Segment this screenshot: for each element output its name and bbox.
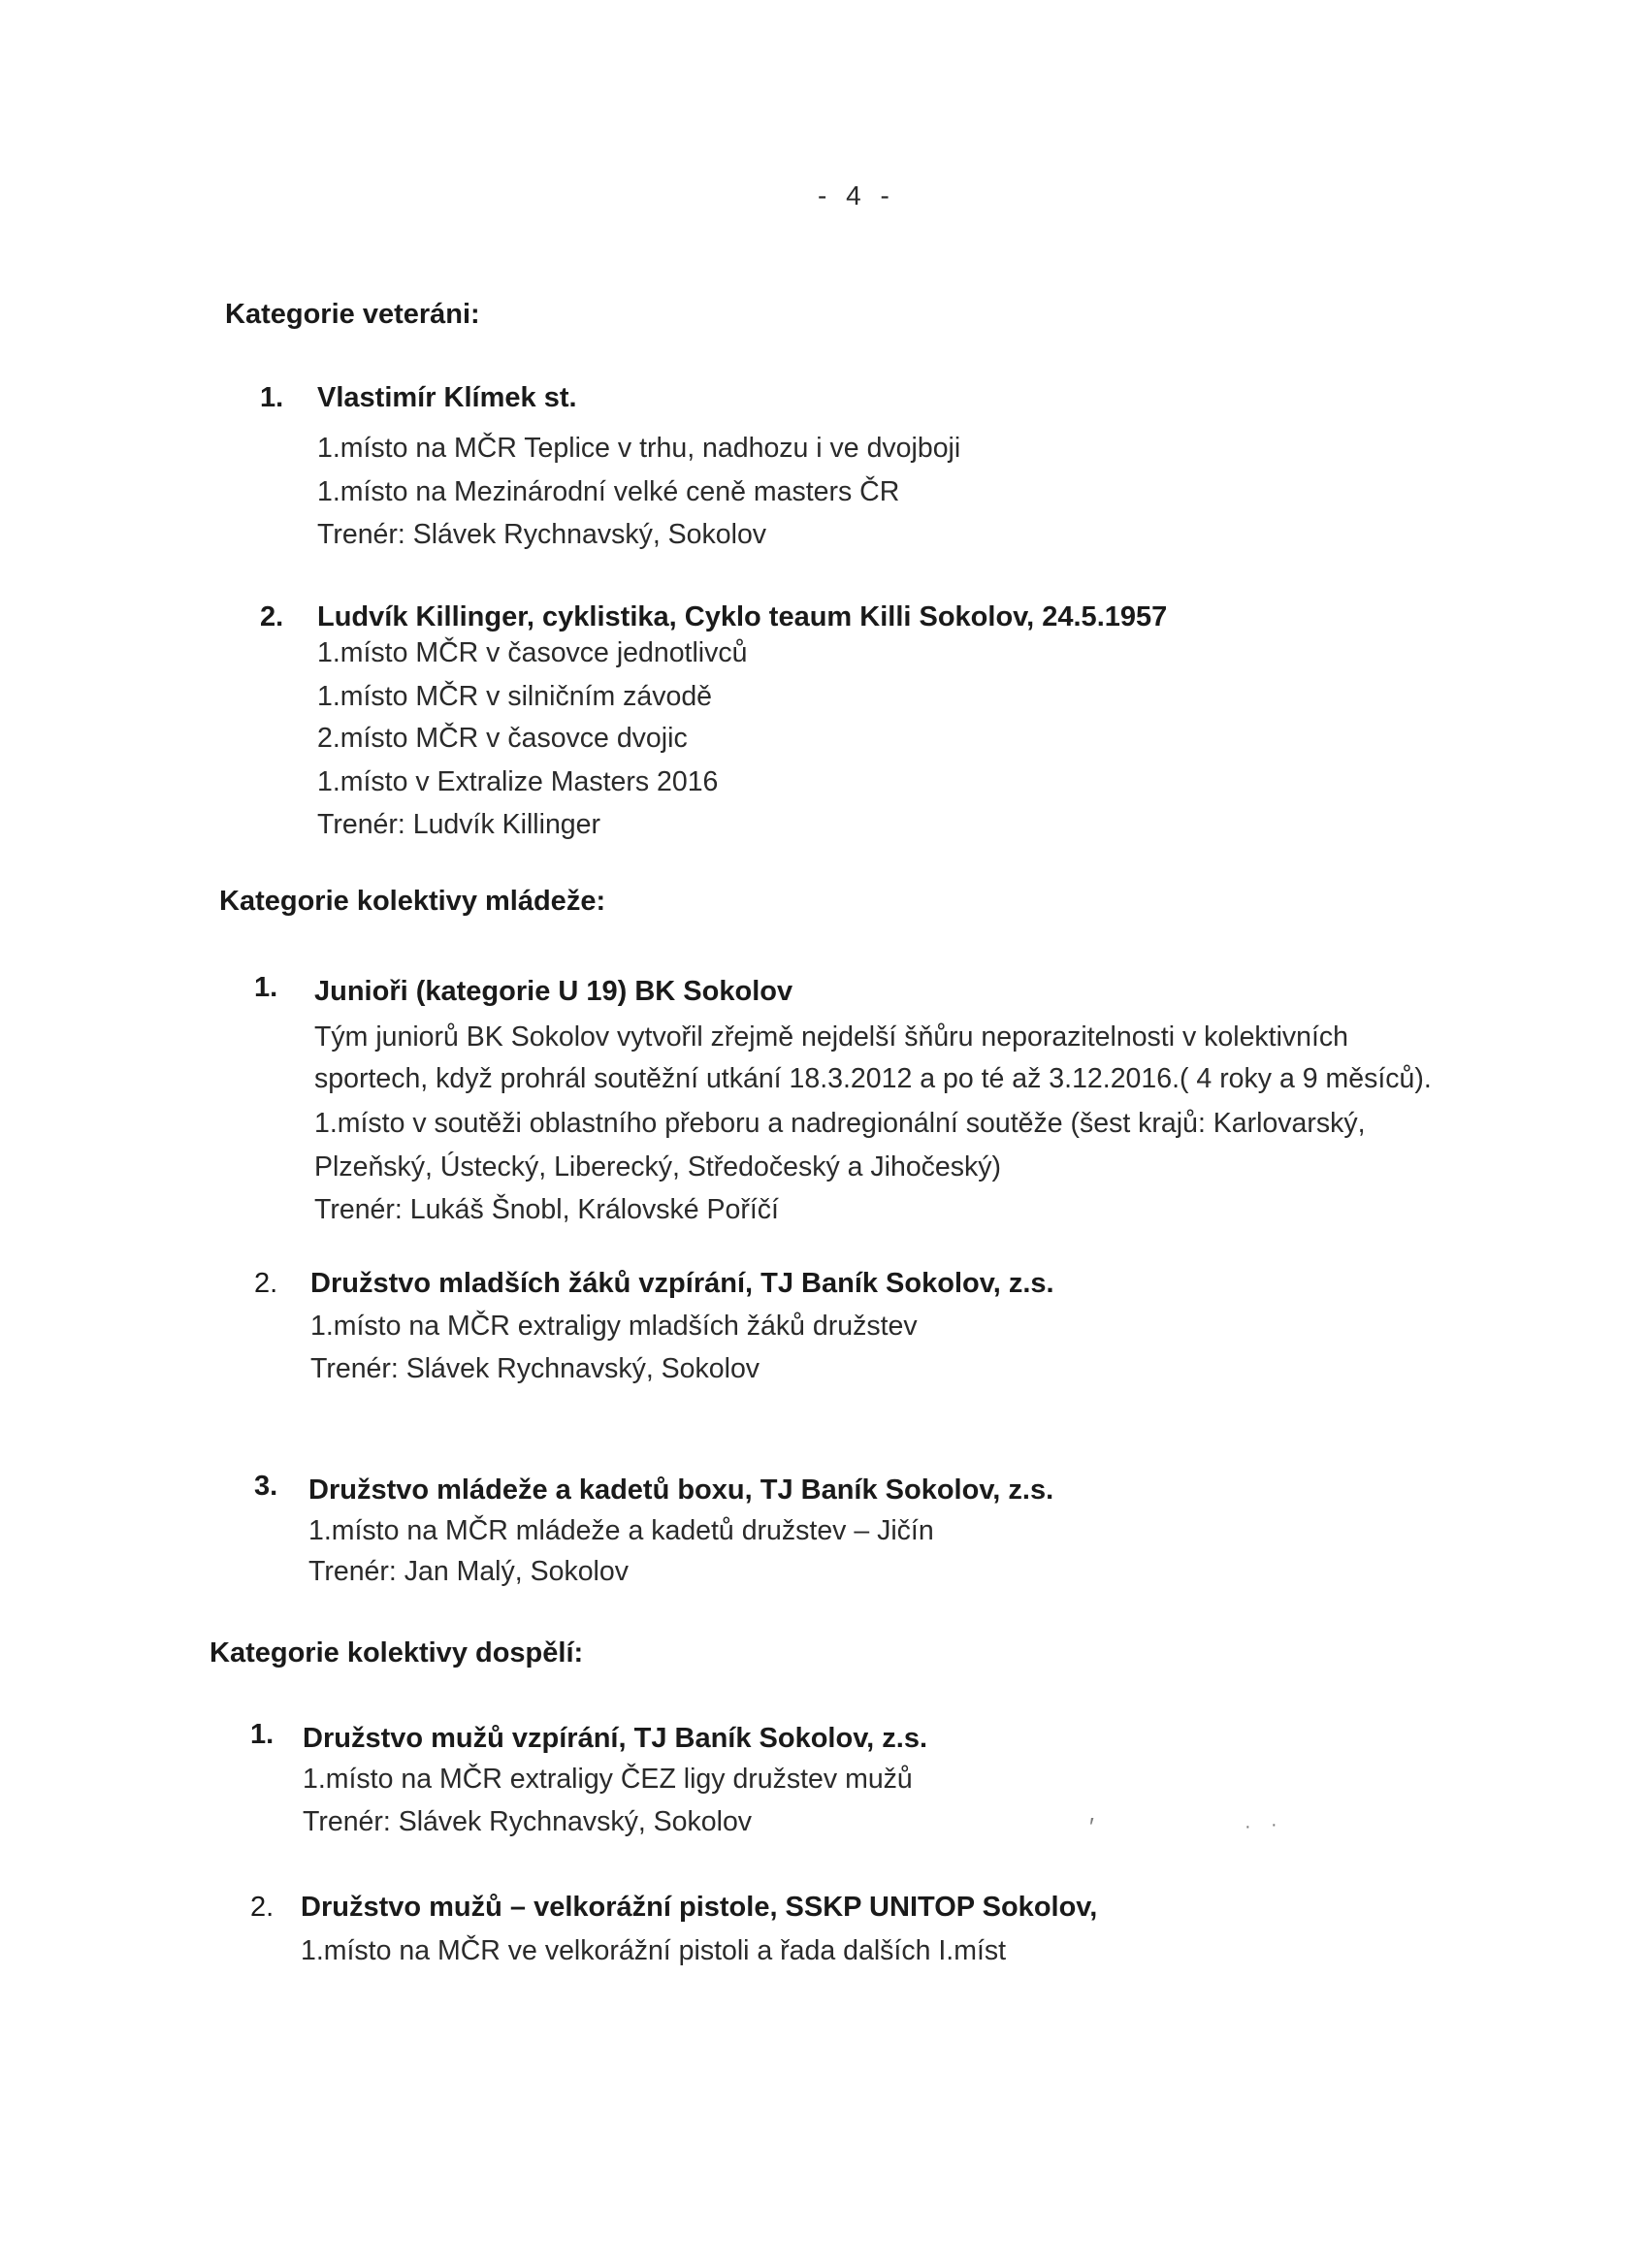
scan-mark: · xyxy=(1245,1816,1251,1837)
entry-line: 1.místo na MČR ve velkorážní pistoli a řada dalších I.míst xyxy=(301,1935,1007,1966)
entry-title: Družstvo mužů – velkorážní pistole, SSKP UNITOP Sokolov, xyxy=(301,1892,1098,1923)
entry-line: Trenér: Ludvík Killinger xyxy=(317,809,600,840)
scan-mark: ′ xyxy=(1089,1812,1094,1841)
entry-line: Plzeňský, Ústecký, Liberecký, Středočeský a Jihočeský) xyxy=(314,1151,1002,1183)
entry-line: 1.místo na MČR extraligy ČEZ ligy družstev mužů xyxy=(303,1764,913,1795)
entry-line: Trenér: Slávek Rychnavský, Sokolov xyxy=(317,519,767,550)
entry-line: Tým juniorů BK Sokolov vytvořil zřejmě nejdelší šňůru neporazitelnosti v kolektivních xyxy=(314,1021,1349,1053)
entry-line: 1.místo MČR v silničním závodě xyxy=(317,681,713,712)
section-heading-veterani: Kategorie veteráni: xyxy=(225,299,480,330)
entry-title: Družstvo mladších žáků vzpírání, TJ Baník Sokolov, z.s. xyxy=(310,1268,1054,1299)
entry-line: Trenér: Slávek Rychnavský, Sokolov xyxy=(310,1353,760,1384)
entry-number: 3. xyxy=(254,1471,278,1502)
entry-number: 2. xyxy=(250,1892,275,1923)
entry-line: 1.místo na MČR Teplice v trhu, nadhozu i ve dvojboji xyxy=(317,433,961,464)
section-heading-kolektivy-dospeli: Kategorie kolektivy dospělí: xyxy=(210,1637,584,1669)
entry-number: 2. xyxy=(254,1268,278,1299)
entry-line: 1.místo v Extralize Masters 2016 xyxy=(317,766,719,797)
page-number: - 4 - xyxy=(818,180,895,211)
entry-title: Junioři (kategorie U 19) BK Sokolov xyxy=(314,976,793,1007)
entry-line: sportech, když prohrál soutěžní utkání 18.3.2012 a po té až 3.12.2016.( 4 roky a 9 měsíců). xyxy=(314,1063,1432,1094)
entry-line: 1.místo v soutěži oblastního přeboru a nadregionální soutěže (šest krajů: Karlovarský, xyxy=(314,1108,1366,1139)
entry-title: Družstvo mládeže a kadetů boxu, TJ Baník Sokolov, z.s. xyxy=(308,1474,1054,1506)
entry-line: 1.místo na Mezinárodní velké ceně masters ČR xyxy=(317,476,900,507)
entry-number: 2. xyxy=(260,601,284,632)
entry-line: 1.místo na MČR mládeže a kadetů družstev – Jičín xyxy=(308,1515,934,1546)
entry-number: 1. xyxy=(260,382,284,413)
section-heading-kolektivy-mladeze: Kategorie kolektivy mládeže: xyxy=(219,886,606,917)
entry-number: 1. xyxy=(254,972,278,1003)
entry-line: 1.místo na MČR extraligy mladších žáků družstev xyxy=(310,1311,918,1342)
entry-line: Trenér: Lukáš Šnobl, Královské Poříčí xyxy=(314,1194,779,1225)
scan-mark: · xyxy=(1271,1814,1277,1835)
entry-number: 1. xyxy=(250,1719,275,1750)
entry-line: 1.místo MČR v časovce jednotlivců xyxy=(317,637,748,668)
entry-line: Trenér: Slávek Rychnavský, Sokolov xyxy=(303,1806,753,1837)
entry-title: Družstvo mužů vzpírání, TJ Baník Sokolov, z.s. xyxy=(303,1723,928,1754)
entry-line: 2.místo MČR v časovce dvojic xyxy=(317,723,688,754)
entry-title: Ludvík Killinger, cyklistika, Cyklo teaum Killi Sokolov, 24.5.1957 xyxy=(317,601,1168,632)
entry-title: Vlastimír Klímek st. xyxy=(317,382,577,413)
entry-line: Trenér: Jan Malý, Sokolov xyxy=(308,1556,629,1587)
